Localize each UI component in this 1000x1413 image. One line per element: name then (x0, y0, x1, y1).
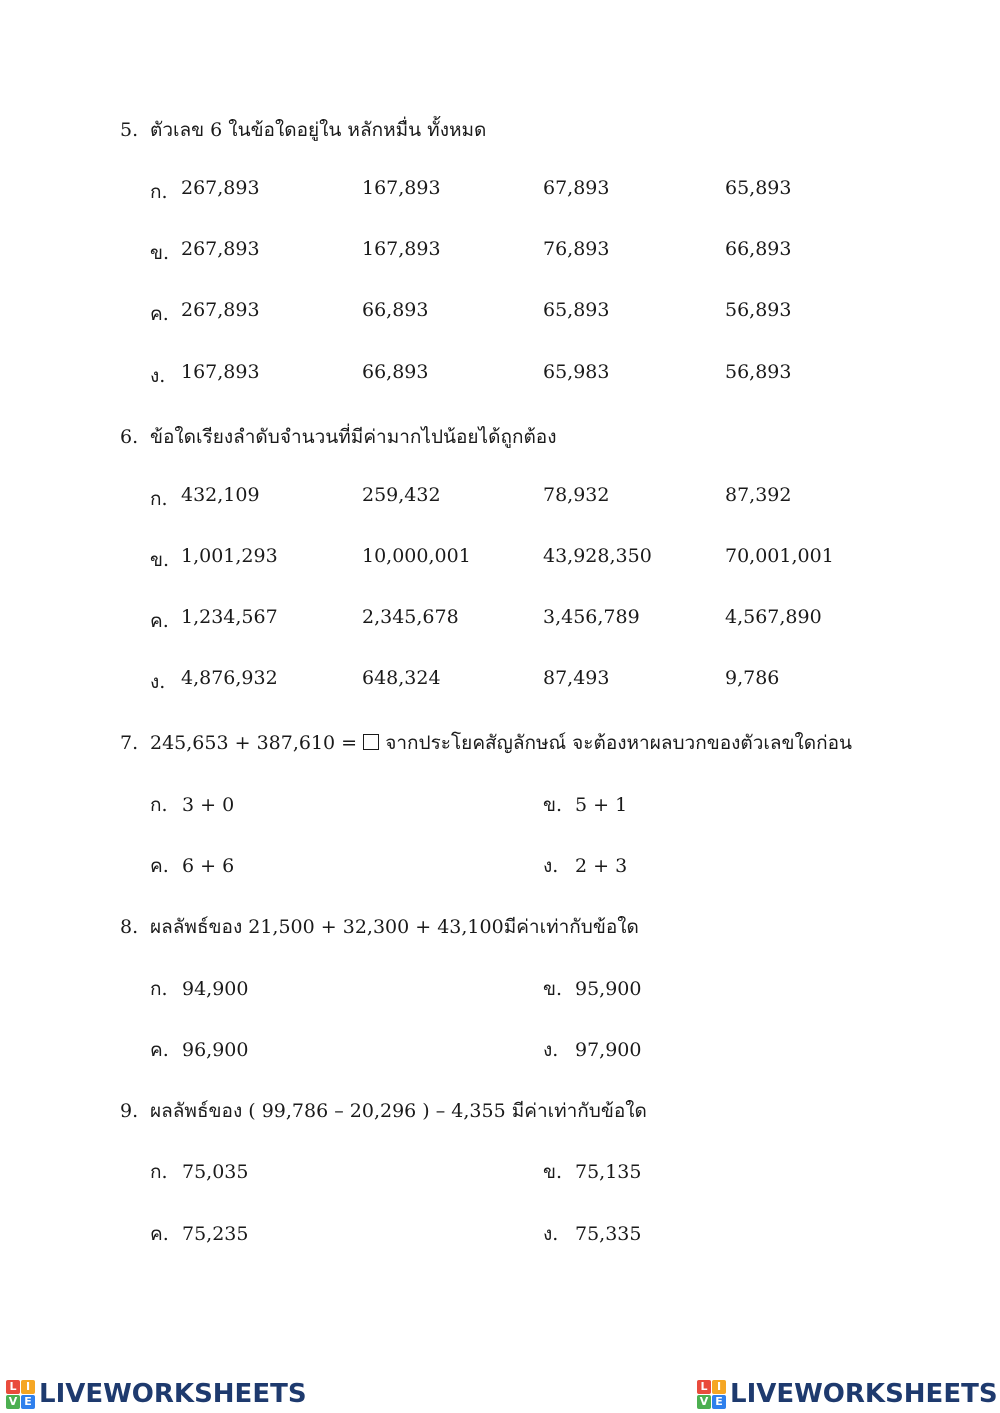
liveworksheets-icon (6, 1380, 35, 1409)
option-label: ง. (150, 365, 166, 387)
logo-text: LIVEWORKSHEETS (730, 1379, 998, 1409)
option-value: 97,900 (575, 1039, 642, 1061)
logo-letter: I (21, 1380, 35, 1394)
option-value: 10,000,001 (362, 545, 471, 567)
question-number: 8. (120, 916, 139, 938)
option-value: 65,983 (543, 361, 610, 383)
option-label: ค. (150, 1039, 169, 1061)
logo-letter: V (697, 1395, 711, 1409)
option-value: 94,900 (182, 978, 249, 1000)
option-value: 259,432 (362, 484, 441, 506)
question-text: ผลลัพธ์ของ 21,500 + 32,300 + 43,100มีค่าเท่ากับข้อใด (150, 916, 639, 938)
option-label: ค. (150, 610, 169, 632)
option-b[interactable] (543, 974, 641, 1004)
option-value: 2 + 3 (575, 855, 628, 877)
option-label: ข. (150, 242, 170, 264)
option-value: 648,324 (362, 667, 441, 689)
option-label: ข. (543, 978, 563, 1000)
question-text: ผลลัพธ์ของ ( 99,786 – 20,296 ) – 4,355 มีค่าเท่ากับข้อใด (150, 1100, 647, 1122)
option-value: 5 + 1 (575, 794, 628, 816)
option-label: ข. (543, 1161, 563, 1183)
option-value: 2,345,678 (362, 606, 459, 628)
option-label: ก. (150, 978, 168, 1000)
logo-letter: L (697, 1380, 711, 1394)
option-value: 75,235 (182, 1223, 249, 1245)
question-7 (120, 728, 852, 758)
option-label: ข. (543, 794, 563, 816)
option-d[interactable] (543, 1219, 641, 1249)
question-8 (120, 912, 639, 942)
question-text: ตัวเลข 6 ในข้อใดอยู่ใน หลักหมื่น ทั้งหมด (150, 119, 487, 141)
option-b[interactable] (543, 790, 627, 820)
option-value: 76,893 (543, 238, 610, 260)
option-label: ก. (150, 181, 168, 203)
question-number: 9. (120, 1100, 139, 1122)
option-value: 95,900 (575, 978, 642, 1000)
option-label: ก. (150, 794, 168, 816)
option-value: 1,001,293 (181, 545, 278, 567)
option-label: ง. (543, 1039, 559, 1061)
option-value: 66,893 (362, 361, 429, 383)
option-c[interactable] (150, 1219, 248, 1249)
option-value: 6 + 6 (182, 855, 235, 877)
option-value: 4,876,932 (181, 667, 278, 689)
option-value: 56,893 (725, 299, 792, 321)
logo-letter: E (21, 1395, 35, 1409)
logo-letter: E (712, 1395, 726, 1409)
option-value: 56,893 (725, 361, 792, 383)
option-label: ง. (150, 671, 166, 693)
question-number: 6. (120, 426, 139, 448)
question-number: 7. (120, 732, 139, 754)
logo-text: LIVEWORKSHEETS (39, 1379, 307, 1409)
question-text-after: จากประโยคสัญลักษณ์ จะต้องหาผลบวกของตัวเลขใดก่อน (385, 732, 853, 754)
option-c[interactable] (150, 1035, 248, 1065)
option-label: ค. (150, 1223, 169, 1245)
question-number: 5. (120, 119, 139, 141)
liveworksheets-icon (697, 1380, 726, 1409)
logo-letter: I (712, 1380, 726, 1394)
option-value: 67,893 (543, 177, 610, 199)
logo-letter: V (6, 1395, 20, 1409)
option-value: 96,900 (182, 1039, 249, 1061)
option-value: 3 + 0 (182, 794, 235, 816)
option-value: 4,567,890 (725, 606, 822, 628)
answer-box[interactable] (363, 734, 379, 750)
option-value: 75,135 (575, 1161, 642, 1183)
option-c[interactable] (150, 851, 234, 881)
option-b[interactable] (543, 1157, 641, 1187)
question-9 (120, 1096, 647, 1126)
option-value: 9,786 (725, 667, 780, 689)
option-value: 432,109 (181, 484, 260, 506)
liveworksheets-logo-left[interactable] (6, 1378, 307, 1410)
logo-letter: L (6, 1380, 20, 1394)
option-value: 78,932 (543, 484, 610, 506)
option-value: 66,893 (725, 238, 792, 260)
option-label: ข. (150, 549, 170, 571)
option-d[interactable] (543, 851, 627, 881)
option-value: 70,001,001 (725, 545, 834, 567)
option-value: 167,893 (362, 238, 441, 260)
option-value: 3,456,789 (543, 606, 640, 628)
option-value: 66,893 (362, 299, 429, 321)
option-value: 267,893 (181, 177, 260, 199)
option-value: 167,893 (362, 177, 441, 199)
option-label: ก. (150, 488, 168, 510)
question-6 (120, 422, 557, 452)
option-a[interactable] (150, 790, 234, 820)
option-a[interactable] (150, 1157, 248, 1187)
question-text-before: 245,653 + 387,610 = (150, 732, 358, 754)
option-value: 267,893 (181, 299, 260, 321)
option-value: 65,893 (725, 177, 792, 199)
option-value: 167,893 (181, 361, 260, 383)
option-value: 267,893 (181, 238, 260, 260)
option-label: ค. (150, 855, 169, 877)
option-label: ง. (543, 1223, 559, 1245)
option-value: 43,928,350 (543, 545, 652, 567)
option-label: ก. (150, 1161, 168, 1183)
liveworksheets-logo-right[interactable] (697, 1378, 998, 1410)
option-value: 75,035 (182, 1161, 249, 1183)
option-value: 65,893 (543, 299, 610, 321)
option-a[interactable] (150, 974, 248, 1004)
option-d[interactable] (543, 1035, 641, 1065)
option-value: 87,493 (543, 667, 610, 689)
question-text: ข้อใดเรียงลำดับจำนวนที่มีค่ามากไปน้อยได้ถูกต้อง (150, 426, 557, 448)
option-value: 1,234,567 (181, 606, 278, 628)
option-label: ง. (543, 855, 559, 877)
question-5 (120, 115, 486, 145)
option-value: 75,335 (575, 1223, 642, 1245)
option-value: 87,392 (725, 484, 792, 506)
option-label: ค. (150, 303, 169, 325)
